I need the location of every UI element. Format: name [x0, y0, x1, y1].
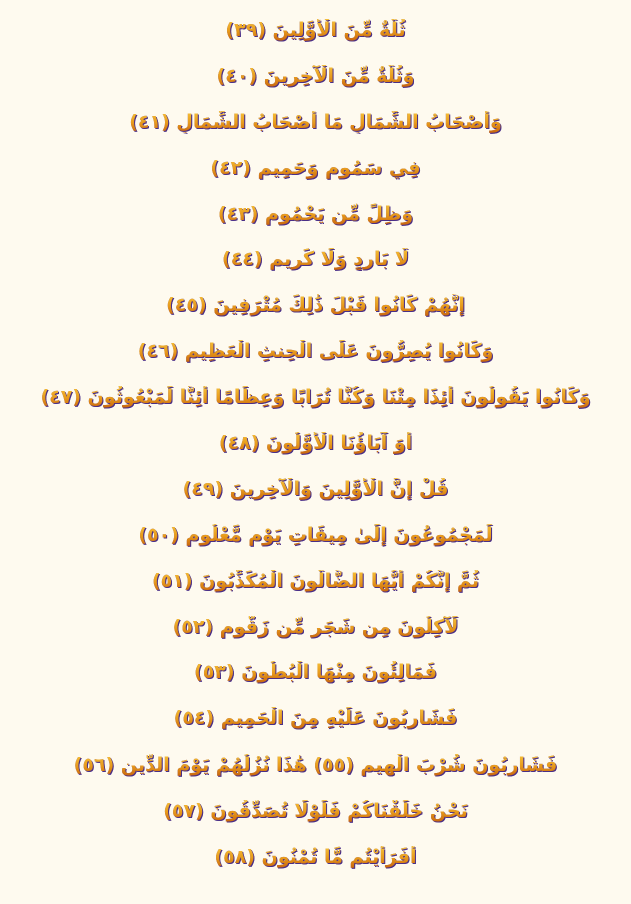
verse-42-text: فِي سَمُومٍ وَحَمِيمٍ (٤٢)	[210, 156, 421, 179]
verse-39-text: ثُلَّةٌ مِّنَ الْأَوَّلِينَ (٣٩)	[225, 18, 406, 41]
verse-57-text: نَحْنُ خَلَقْنَاكُمْ فَلَوْلَا تُصَدِّقُونَ (٥٧)	[163, 800, 468, 823]
verse-52-text: لَآكِلُونَ مِن شَجَرٍ مِّن زَقُّومٍ (٥٢)	[172, 615, 459, 638]
verse-45-text: إِنَّهُمْ كَانُوا قَبْلَ ذَٰلِكَ مُتْرَفِينَ (٤٥)	[166, 294, 465, 317]
verse-48	[0, 420, 631, 466]
verse-41-text: وَأَصْحَابُ الشِّمَالِ مَا أَصْحَابُ الشِّمَالِ (٤١)	[129, 110, 502, 133]
verse-55-56	[0, 741, 631, 788]
verse-51	[0, 558, 631, 604]
verse-43	[0, 191, 631, 237]
verse-49	[0, 466, 631, 512]
verse-55-56-text: فَشَارِبُونَ شُرْبَ الْهِيمِ (٥٥) هَٰذَا نُزُلُهُمْ يَوْمَ الدِّينِ (٥٦)	[73, 753, 558, 776]
verse-list	[0, 7, 631, 880]
verse-41	[0, 99, 631, 145]
verse-57	[0, 788, 631, 834]
verse-53	[0, 649, 631, 695]
verse-44-text: لَّا بَارِدٍ وَلَا كَرِيمٍ (٤٤)	[222, 248, 409, 271]
verse-49-text: قُلْ إِنَّ الْأَوَّلِينَ وَالْآخِرِينَ (٤٩)	[182, 477, 449, 500]
verse-46	[0, 328, 631, 374]
verse-52	[0, 604, 631, 650]
verse-53-text: فَمَالِئُونَ مِنْهَا الْبُطُونَ (٥٣)	[194, 661, 437, 684]
verse-54-text: فَشَارِبُونَ عَلَيْهِ مِنَ الْحَمِيمِ (٥٤)	[173, 707, 458, 730]
verse-40-text: وَثُلَّةٌ مِّنَ الْآخِرِينَ (٤٠)	[216, 64, 415, 87]
verse-50	[0, 512, 631, 558]
verse-47	[0, 374, 631, 420]
verse-39	[0, 7, 631, 53]
verse-50-text: لَمَجْمُوعُونَ إِلَىٰ مِيقَاتِ يَوْمٍ مَّعْلُومٍ (٥٠)	[138, 523, 493, 546]
verse-45	[0, 282, 631, 328]
verse-54	[0, 695, 631, 741]
verse-40	[0, 53, 631, 99]
verse-51-text: ثُمَّ إِنَّكُمْ أَيُّهَا الضَّالُّونَ الْمُكَذِّبُونَ (٥١)	[151, 569, 480, 592]
verse-42	[0, 145, 631, 191]
verse-48-text: أَوَ آبَاؤُنَا الْأَوَّلُونَ (٤٨)	[218, 431, 413, 454]
verse-43-text: وَظِلٍّ مِّن يَحْمُومٍ (٤٣)	[217, 202, 414, 225]
verse-44	[0, 236, 631, 282]
verse-58	[0, 834, 631, 880]
verse-46-text: وَكَانُوا يُصِرُّونَ عَلَى الْحِنثِ الْعَظِيمِ (٤٦)	[137, 340, 494, 363]
verse-58-text: أَفَرَأَيْتُم مَّا تُمْنُونَ (٥٨)	[214, 846, 417, 869]
verse-47-text: وَكَانُوا يَقُولُونَ أَئِذَا مِتْنَا وَكُنَّا تُرَابًا وَعِظَامًا أَئِنَّا لَمَبْعُوثُونَ (٤٧)	[40, 386, 591, 409]
